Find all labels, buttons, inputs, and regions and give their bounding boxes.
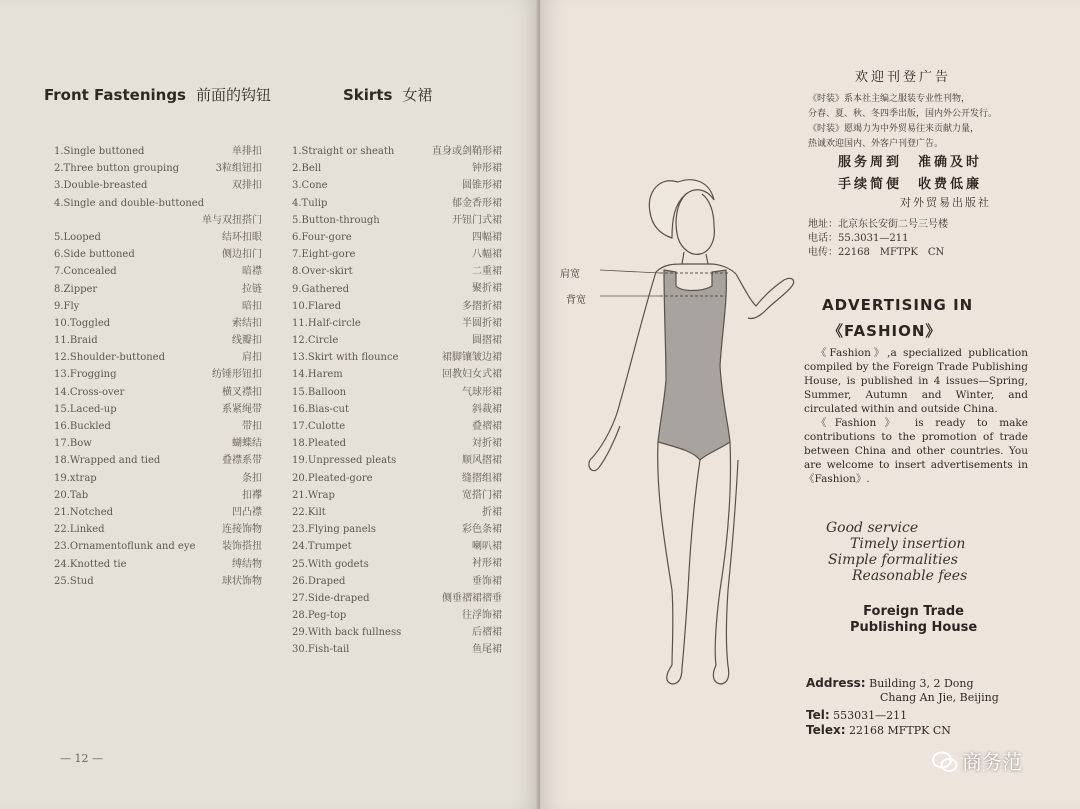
cn-body-line: 《时装》系本社主编之服装专业性刊物， (808, 94, 971, 104)
list-item (54, 195, 262, 229)
right-leg (713, 442, 738, 684)
list-item (54, 384, 262, 401)
en-address-block (806, 676, 999, 738)
list-item (54, 160, 262, 177)
item-chinese: 叠褶裙 (472, 420, 502, 432)
item-chinese: 聚折裙 (472, 283, 502, 295)
list-item (292, 177, 502, 194)
cn-contact (808, 218, 948, 260)
wechat-icon (932, 751, 958, 773)
item-english: 12.Circle (292, 335, 339, 347)
item-english: 24.Trumpet (292, 541, 352, 553)
item-english: 9.Fly (54, 300, 80, 312)
item-english: 7.Concealed (54, 266, 117, 278)
list-item (292, 470, 502, 487)
hair-outline (649, 180, 714, 238)
item-english: 26.Draped (292, 575, 346, 587)
item-chinese: 垂饰裙 (472, 575, 502, 587)
item-english: 8.Zipper (54, 283, 98, 295)
item-english: 28.Peg-top (292, 610, 347, 622)
item-chinese: 单排扣 (232, 145, 262, 157)
item-chinese: 回教妇女式裙 (442, 369, 502, 381)
item-english: 29.With back fullness (292, 627, 402, 639)
en-publisher (850, 604, 977, 636)
item-chinese: 鱼尾裙 (472, 644, 502, 656)
list-item (292, 263, 502, 280)
face-outline (676, 194, 714, 254)
telex-value: 22168 MFTPK CN (849, 724, 951, 737)
item-chinese: 裙脚镶皱边裙 (442, 352, 502, 364)
item-english: 6.Four-gore (292, 231, 352, 243)
item-english: 18.Wrapped and tied (54, 455, 161, 467)
list-item (54, 470, 262, 487)
item-chinese: 连接饰物 (222, 524, 262, 536)
item-chinese: 钟形裙 (472, 163, 502, 175)
address-line2: Chang An Jie, Beijing (880, 691, 999, 704)
item-english: 15.Balloon (292, 386, 347, 398)
item-chinese: 折裙 (482, 506, 502, 518)
item-english: 5.Button-through (292, 214, 380, 226)
list-item (292, 366, 502, 383)
list-item (292, 246, 502, 263)
list-item (54, 229, 262, 246)
list-item (292, 143, 502, 160)
item-english: 30.Fish-tail (292, 644, 350, 656)
back-width-label: 背宽 (566, 295, 586, 306)
item-chinese: 顺风摺裙 (462, 455, 502, 467)
list-item (292, 315, 502, 332)
item-english: 21.Wrap (292, 489, 335, 501)
list-item (54, 366, 262, 383)
shoulder-width-label: 肩宽 (560, 269, 580, 280)
item-chinese: 蝴蝶结 (232, 438, 262, 450)
list-item (54, 487, 262, 504)
figure-illustration (560, 160, 810, 700)
left-leg (658, 442, 700, 684)
watermark-text: 商务范 (962, 750, 1022, 774)
item-chinese: 彩色条裙 (462, 524, 502, 536)
item-english: 12.Shoulder-buttoned (54, 352, 165, 364)
list-item (292, 195, 502, 212)
item-chinese: 缚结物 (232, 558, 262, 570)
tel-value: 553031—211 (833, 709, 908, 722)
item-chinese: 往浮饰裙 (462, 610, 502, 622)
item-english: 11.Braid (54, 335, 98, 347)
item-chinese: 暗扣 (242, 300, 262, 312)
en-publisher-line: Foreign Trade (863, 604, 964, 619)
list-item (292, 298, 502, 315)
cn-slogan (838, 152, 982, 196)
en-ad-body (804, 346, 1028, 486)
list-item (292, 521, 502, 538)
item-chinese: 圆锥形裙 (462, 180, 502, 192)
item-chinese: 结环扣眼 (222, 231, 262, 243)
item-chinese: 线瓣扣 (232, 335, 262, 347)
list-item (292, 590, 502, 607)
item-english: 27.Side-draped (292, 592, 370, 604)
en-slogan-line: Reasonable fees (852, 568, 968, 584)
item-chinese: 带扣 (242, 421, 262, 432)
item-chinese: 后褶裙 (472, 627, 502, 639)
item-chinese: 斜裁裙 (472, 403, 502, 415)
list-item (292, 607, 502, 624)
watermark (932, 746, 1022, 775)
item-chinese: 対折裙 (472, 438, 502, 450)
list-item (54, 538, 262, 555)
item-english: 19.xtrap (54, 472, 97, 484)
item-chinese: 条扣 (242, 472, 262, 484)
item-english: 3.Double-breasted (54, 180, 148, 192)
list-item (54, 332, 262, 349)
item-english: 20.Pleated-gore (292, 472, 373, 484)
item-english: 25.Stud (54, 575, 94, 587)
list-item (292, 384, 502, 401)
item-chinese: 叠襟系带 (222, 455, 262, 467)
list-item (54, 504, 262, 521)
item-chinese: 八幅裙 (472, 249, 502, 261)
skirts-title-en: Skirts (343, 86, 393, 104)
item-english: 14.Cross-over (54, 386, 125, 398)
item-chinese: 直身或剑鞘形裙 (432, 145, 502, 157)
item-chinese: 圆摺裙 (472, 335, 502, 347)
swimsuit (658, 270, 730, 460)
cn-telex: 电传：22168 MFTPK CN (808, 247, 945, 258)
item-english: 18.Pleated (292, 438, 347, 450)
list-item (292, 641, 502, 658)
item-chinese: 半圆折裙 (462, 317, 502, 329)
en-body-paragraph: 《Fashion》,a specialized publication compiled by the Foreign Trade Publishing House, is published in 4 issues—Spring, Summer, Autumn and Winter, and circulated within and outside China. (804, 347, 1028, 415)
item-english: 23.Ornamentoflunk and eye (54, 541, 196, 553)
item-english: 14.Harem (292, 369, 343, 381)
cn-body-line: 分春、夏、秋、冬四季出版，国内外公开发行。 (808, 109, 998, 119)
item-chinese: 凹凸襟 (232, 506, 262, 518)
list-item (54, 452, 262, 469)
front-fastenings-heading (44, 84, 271, 105)
cn-slogan-line: 手续简便 收费低廉 (838, 177, 983, 192)
item-chinese: 多摺折裙 (462, 300, 502, 312)
item-chinese: 侧边扣门 (222, 249, 262, 261)
list-item (54, 263, 262, 280)
item-english: 13.Frogging (54, 369, 117, 381)
cn-address: 地址：北京东长安街二号三号楼 (808, 219, 948, 230)
item-english: 17.Bow (54, 438, 92, 450)
list-item (54, 401, 262, 418)
en-slogan-line: Simple formalities (828, 552, 958, 568)
list-item (292, 332, 502, 349)
list-item (54, 298, 262, 315)
item-english: 16.Bias-cut (292, 403, 349, 415)
cn-body-line: 热诚欢迎国内、外客户刊登广告。 (808, 139, 944, 149)
en-publisher-line: Publishing House (850, 620, 978, 635)
list-item (54, 177, 262, 194)
list-item (54, 521, 262, 538)
item-english: 13.Skirt with flounce (292, 352, 399, 364)
page-number: — 12 — (60, 752, 103, 765)
item-english: 22.Kilt (292, 506, 326, 518)
item-chinese: 横叉襟扣 (222, 386, 262, 398)
list-item (54, 556, 262, 573)
list-item (54, 143, 262, 160)
list-item (292, 624, 502, 641)
cn-body-line: 《时装》愿竭力为中外贸易往来贡献力量， (808, 124, 980, 134)
item-chinese: 开钮门式裙 (452, 214, 502, 226)
list-item (292, 487, 502, 504)
list-item (54, 418, 262, 435)
front-fastenings-title-zh: 前面的钩钮 (196, 86, 272, 104)
en-slogan-line: Timely insertion (850, 536, 966, 552)
item-chinese: 四幅裙 (472, 231, 502, 243)
list-item (292, 160, 502, 177)
front-fastenings-title-en: Front Fastenings (44, 86, 186, 104)
item-chinese: 扣襻 (242, 489, 262, 501)
en-slogan-line: Good service (826, 520, 919, 536)
en-ad-title: ADVERTISING IN (822, 296, 974, 314)
item-chinese: 气球形裙 (462, 386, 502, 398)
skirts-list (292, 143, 502, 659)
list-item (292, 573, 502, 590)
address-label: Address: (806, 676, 866, 690)
item-chinese: 系紧绳带 (222, 403, 262, 415)
cn-ad-body (808, 92, 1038, 152)
item-chinese: 郁金香形裙 (452, 197, 502, 209)
en-ad-subtitle: 《FASHION》 (828, 322, 942, 340)
item-chinese: 暗襟 (242, 266, 262, 278)
telex-label: Telex: (806, 723, 846, 737)
item-english: 3.Cone (292, 180, 328, 192)
item-english: 8.Over-skirt (292, 266, 353, 278)
address-line1: Building 3, 2 Dong (869, 677, 974, 690)
list-item (292, 349, 502, 366)
item-chinese: 3粒组钮扣 (215, 163, 262, 175)
en-body-paragraph: 《Fashion》 is ready to make contributions to the promotion of trade between China and other countries. You are welcome to insert advertisements in 《Fashion》. (804, 417, 1028, 485)
item-english: 24.Knotted tie (54, 558, 127, 570)
cn-ad-title: 欢迎刊登广告 (855, 70, 952, 85)
item-chinese: 喇叭裙 (472, 541, 502, 553)
list-item (54, 315, 262, 332)
list-item (54, 281, 262, 298)
item-english: 15.Laced-up (54, 403, 117, 415)
list-item (292, 538, 502, 555)
list-item (292, 556, 502, 573)
cn-publisher: 对外贸易出版社 (900, 196, 991, 209)
item-chinese: 装饰搭扭 (222, 541, 262, 553)
item-english: 2.Three button grouping (54, 163, 180, 175)
item-english: 4.Single and double-buttoned (54, 197, 205, 209)
list-item (54, 349, 262, 366)
item-english: 1.Single buttoned (54, 146, 145, 157)
item-chinese: 单与双扭搭门 (202, 214, 262, 226)
list-item (54, 573, 262, 590)
item-english: 25.With godets (292, 558, 369, 570)
item-english: 20.Tab (54, 489, 89, 501)
item-english: 5.Looped (54, 231, 101, 243)
item-english: 10.Flared (292, 300, 342, 312)
list-item (292, 418, 502, 435)
item-english: 10.Toggled (54, 317, 111, 329)
right-arm (736, 274, 794, 319)
item-english: 17.Culotte (292, 421, 346, 432)
item-english: 7.Eight-gore (292, 249, 356, 261)
item-chinese: 侧垂褶裙褶垂 (442, 592, 502, 604)
skirts-heading (343, 84, 432, 105)
item-english: 21.Notched (54, 506, 114, 518)
cn-phone: 电话：55.3031—211 (808, 233, 909, 244)
left-arm (589, 272, 656, 471)
item-chinese: 二重裙 (472, 266, 502, 278)
list-item (292, 401, 502, 418)
item-chinese: 衬形裙 (472, 558, 502, 570)
item-english: 22.Linked (54, 524, 105, 536)
item-english: 11.Half-circle (292, 317, 361, 329)
item-chinese: 宽搭门裙 (462, 489, 502, 501)
cn-slogan-line: 服务周到 准确及时 (838, 155, 983, 170)
tel-label: Tel: (806, 708, 830, 722)
en-slogan (826, 520, 967, 584)
list-item (292, 435, 502, 452)
front-fastenings-list (54, 143, 262, 590)
item-english: 19.Unpressed pleats (292, 455, 397, 467)
list-item (292, 229, 502, 246)
list-item (54, 435, 262, 452)
item-english: 16.Buckled (54, 421, 111, 433)
list-item (292, 281, 502, 298)
item-english: 23.Flying panels (292, 524, 376, 536)
item-chinese: 索结扣 (232, 317, 262, 329)
item-chinese: 肩扣 (242, 352, 262, 364)
item-chinese: 双排扣 (232, 180, 262, 192)
item-english: 4.Tulip (292, 197, 328, 209)
item-chinese: 球状饰物 (222, 575, 262, 587)
item-english: 2.Bell (292, 163, 322, 175)
skirts-title-zh: 女裙 (402, 86, 433, 104)
list-item (54, 246, 262, 263)
item-chinese: 拉链 (242, 283, 262, 295)
list-item (292, 504, 502, 521)
item-english: 9.Gathered (292, 283, 349, 295)
list-item (292, 452, 502, 469)
item-chinese: 缝摺组裙 (462, 472, 502, 484)
item-chinese: 纺锤形钮扣 (212, 369, 262, 381)
item-english: 6.Side buttoned (54, 249, 135, 261)
item-english: 1.Straight or sheath (292, 146, 395, 157)
list-item (292, 212, 502, 229)
